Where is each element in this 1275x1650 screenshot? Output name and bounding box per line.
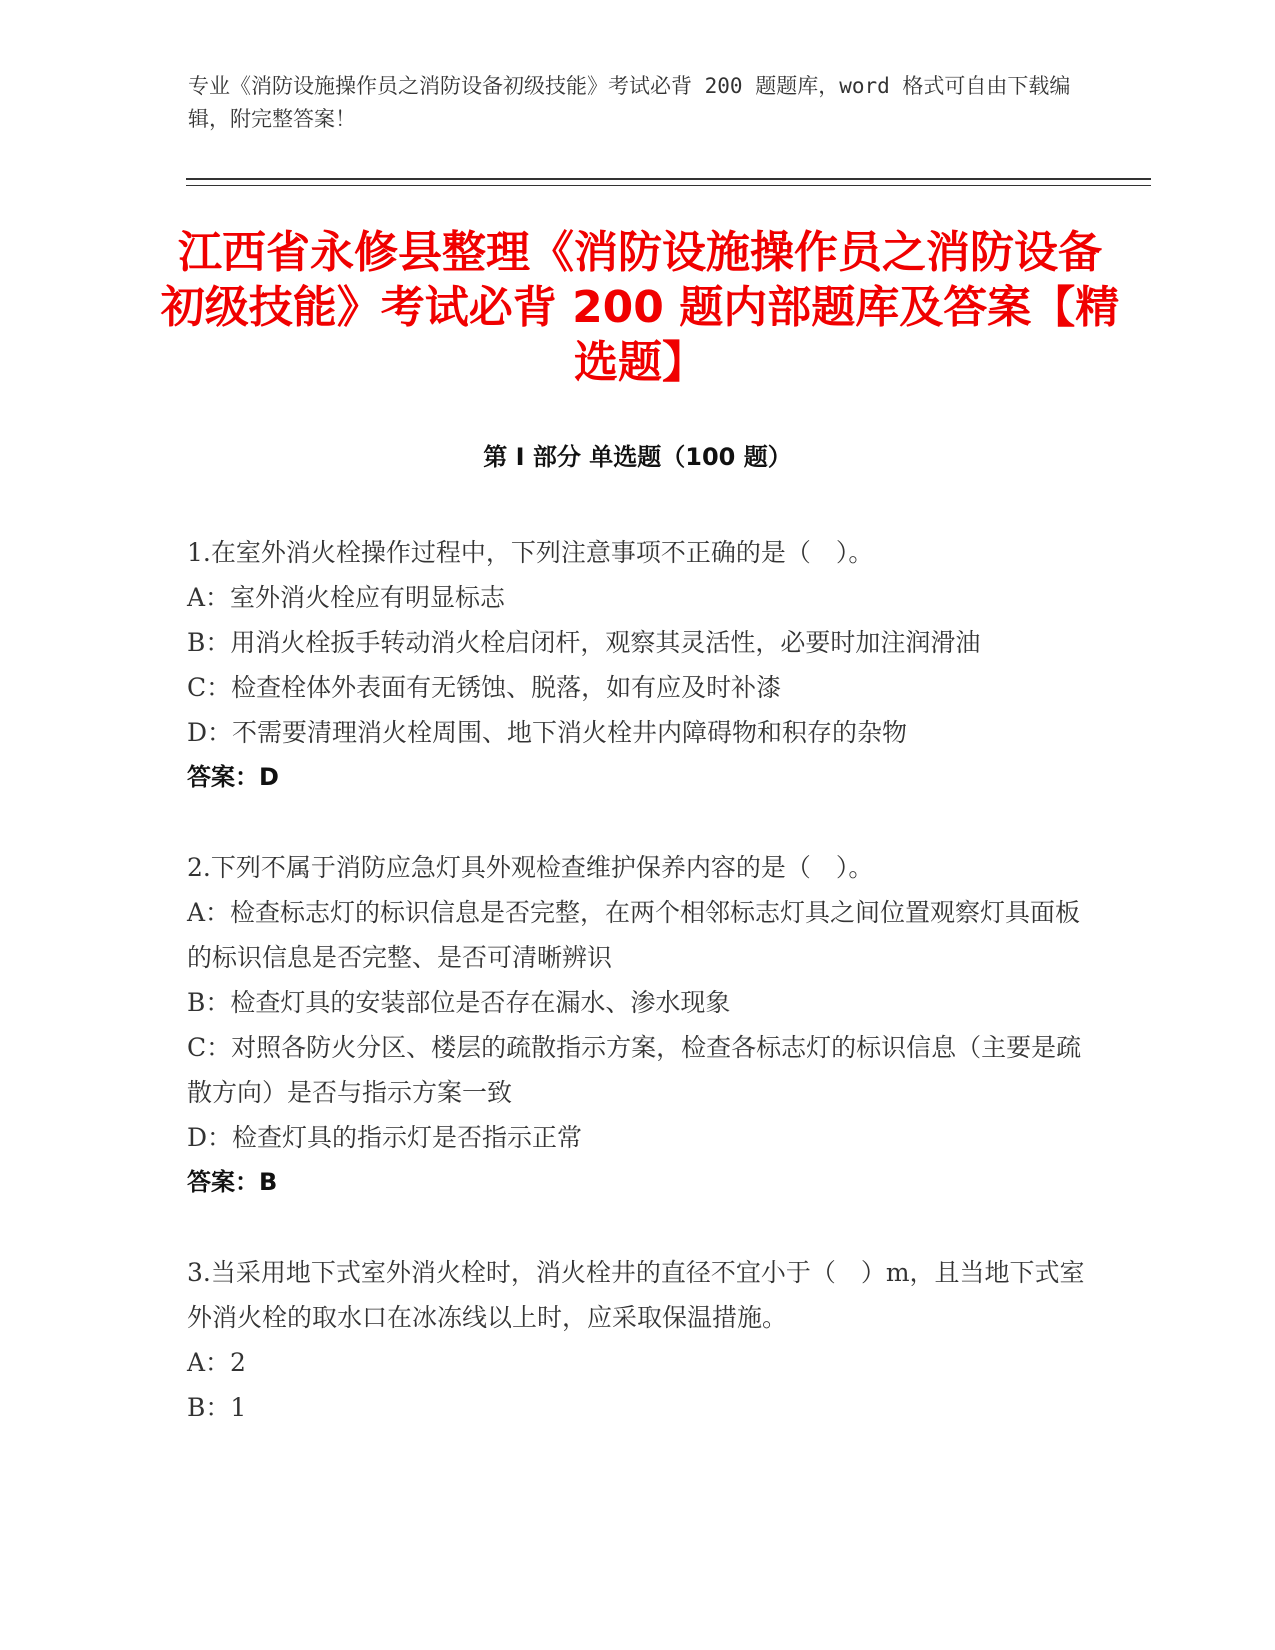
option-a: A：室外消火栓应有明显标志 [187,583,506,612]
header-note: 专业《消防设施操作员之消防设备初级技能》考试必背 200 题题库，word 格式可自由下载编辑，附完整答案！ [188,74,1071,131]
option-b: B：1 [187,1393,247,1422]
option-d: D：不需要清理消火栓周围、地下消火栓井内障碍物和积存的杂物 [187,718,908,747]
question-1 [187,530,1087,800]
question-3 [187,1250,1087,1430]
question-stem: 2.下列不属于消防应急灯具外观检查维护保养内容的是（ ）。 [187,853,874,882]
answer-label: 答案：B [187,1168,278,1196]
document-title: 江西省永修县整理《消防设施操作员之消防设备初级技能》考试必背 200 题内部题库及答案【精选题】 [160,227,1120,388]
option-a: A：2 [187,1348,246,1377]
question-2 [187,845,1087,1205]
question-stem: 1.在室外消火栓操作过程中，下列注意事项不正确的是（ ）。 [187,538,874,567]
header-divider-thin [186,185,1151,186]
section-heading: 第 I 部分 单选题（100 题） [483,443,792,471]
option-a: A：检查标志灯的标识信息是否完整，在两个相邻标志灯具之间位置观察灯具面板的标识信息是否完整、是否可清晰辨识 [187,898,1081,972]
header-divider [186,178,1151,180]
option-c: C：对照各防火分区、楼层的疏散指示方案，检查各标志灯的标识信息（主要是疏散方向）是否与指示方案一致 [187,1033,1082,1107]
option-b: B：检查灯具的安装部位是否存在漏水、渗水现象 [187,988,731,1017]
answer-label: 答案：D [187,763,279,791]
option-c: C：检查栓体外表面有无锈蚀、脱落，如有应及时补漆 [187,673,782,702]
question-stem: 3.当采用地下式室外消火栓时，消火栓井的直径不宜小于（ ）m，且当地下式室外消火栓的取水口在冰冻线以上时，应采取保温措施。 [187,1258,1085,1332]
option-d: D：检查灯具的指示灯是否指示正常 [187,1123,583,1152]
option-b: B：用消火栓扳手转动消火栓启闭杆，观察其灵活性，必要时加注润滑油 [187,628,981,657]
question-list [187,530,1087,1475]
